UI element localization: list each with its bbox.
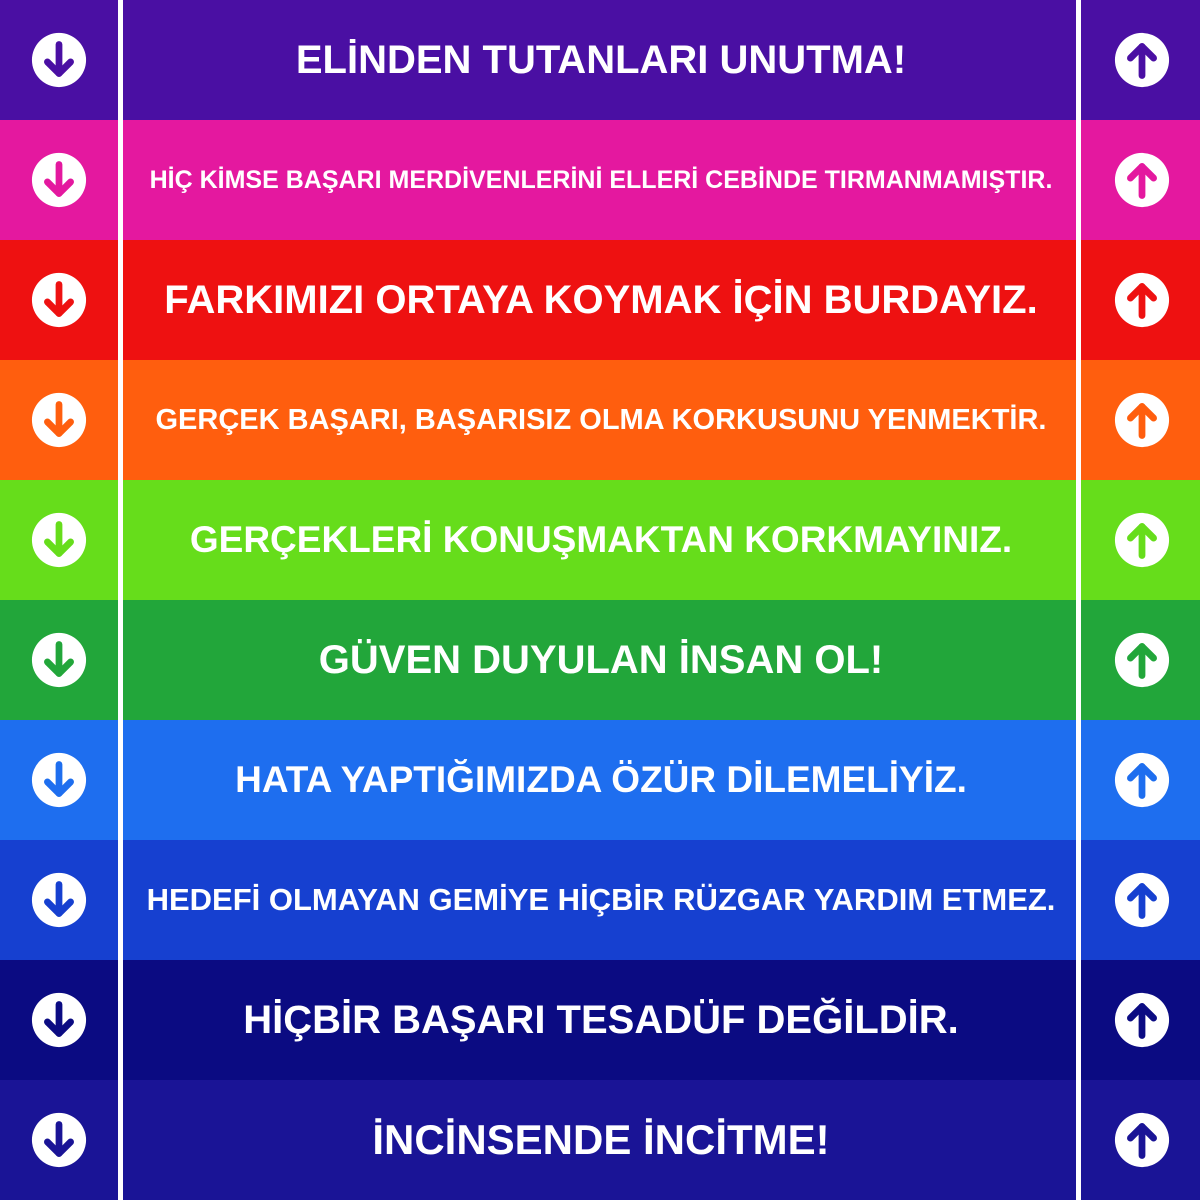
- left-arrow-cell: [0, 360, 118, 480]
- left-arrow-cell: [0, 240, 118, 360]
- right-arrow-cell: [1084, 720, 1200, 840]
- left-arrow-cell: [0, 840, 118, 960]
- motto-text: HEDEFİ OLMAYAN GEMİYE HİÇBİR RÜZGAR YARDIM ETMEZ.: [146, 882, 1056, 917]
- motto-row: [0, 720, 1200, 840]
- right-arrow-cell: [1084, 0, 1200, 120]
- right-arrow-cell: [1084, 360, 1200, 480]
- motto-text: GERÇEK BAŞARI, BAŞARISIZ OLMA KORKUSUNU YENMEKTİR.: [155, 403, 1047, 436]
- right-arrow-cell: [1084, 960, 1200, 1080]
- motto-row: [0, 120, 1200, 240]
- motto-row: [0, 600, 1200, 720]
- motto-row: [0, 0, 1200, 120]
- motto-text: İNCİNSENDE İNCİTME!: [372, 1116, 830, 1163]
- motto-cell: [128, 720, 1074, 840]
- arrow-up-circle-icon: [1113, 631, 1171, 689]
- arrow-up-circle-icon: [1113, 991, 1171, 1049]
- motto-row: [0, 1080, 1200, 1200]
- motto-cell: [128, 360, 1074, 480]
- left-arrow-cell: [0, 600, 118, 720]
- arrow-down-circle-icon: [30, 31, 88, 89]
- motto-cell: [128, 960, 1074, 1080]
- motto-text: FARKIMIZI ORTAYA KOYMAK İÇİN BURDAYIZ.: [164, 277, 1038, 322]
- motto-text: GÜVEN DUYULAN İNSAN OL!: [318, 637, 884, 682]
- motto-row: [0, 360, 1200, 480]
- arrow-down-circle-icon: [30, 631, 88, 689]
- motto-row: [0, 840, 1200, 960]
- left-arrow-cell: [0, 720, 118, 840]
- motto-text: GERÇEKLERİ KONUŞMAKTAN KORKMAYINIZ.: [189, 519, 1013, 560]
- right-arrow-cell: [1084, 840, 1200, 960]
- arrow-down-circle-icon: [30, 151, 88, 209]
- arrow-up-circle-icon: [1113, 151, 1171, 209]
- left-arrow-cell: [0, 1080, 118, 1200]
- left-divider-line: [118, 0, 123, 1200]
- right-arrow-cell: [1084, 600, 1200, 720]
- motto-row: [0, 480, 1200, 600]
- arrow-up-circle-icon: [1113, 511, 1171, 569]
- arrow-down-circle-icon: [30, 751, 88, 809]
- arrow-down-circle-icon: [30, 991, 88, 1049]
- arrow-down-circle-icon: [30, 271, 88, 329]
- arrow-up-circle-icon: [1113, 871, 1171, 929]
- left-arrow-cell: [0, 960, 118, 1080]
- arrow-up-circle-icon: [1113, 1111, 1171, 1169]
- motto-cell: [128, 480, 1074, 600]
- left-arrow-cell: [0, 120, 118, 240]
- motto-cell: [128, 240, 1074, 360]
- motto-row: [0, 240, 1200, 360]
- motto-cell: [128, 1080, 1074, 1200]
- motto-text: HATA YAPTIĞIMIZDA ÖZÜR DİLEMELİYİZ.: [235, 759, 967, 800]
- right-arrow-cell: [1084, 480, 1200, 600]
- arrow-up-circle-icon: [1113, 271, 1171, 329]
- motto-cell: [128, 120, 1074, 240]
- left-arrow-cell: [0, 480, 118, 600]
- arrow-down-circle-icon: [30, 1111, 88, 1169]
- motto-text: HİÇBİR BAŞARI TESADÜF DEĞİLDİR.: [243, 997, 959, 1042]
- arrow-up-circle-icon: [1113, 31, 1171, 89]
- right-arrow-cell: [1084, 120, 1200, 240]
- arrow-up-circle-icon: [1113, 751, 1171, 809]
- motto-cell: [128, 840, 1074, 960]
- motto-text: HİÇ KİMSE BAŞARI MERDİVENLERİNİ ELLERİ CEBİNDE TIRMANMAMIŞTIR.: [149, 165, 1053, 194]
- motto-text: ELİNDEN TUTANLARI UNUTMA!: [295, 37, 907, 82]
- motto-cell: [128, 600, 1074, 720]
- motto-cell: [128, 0, 1074, 120]
- arrow-down-circle-icon: [30, 871, 88, 929]
- right-arrow-cell: [1084, 240, 1200, 360]
- motto-row: [0, 960, 1200, 1080]
- right-divider-line: [1076, 0, 1081, 1200]
- arrow-down-circle-icon: [30, 391, 88, 449]
- arrow-up-circle-icon: [1113, 391, 1171, 449]
- right-arrow-cell: [1084, 1080, 1200, 1200]
- left-arrow-cell: [0, 0, 118, 120]
- arrow-down-circle-icon: [30, 511, 88, 569]
